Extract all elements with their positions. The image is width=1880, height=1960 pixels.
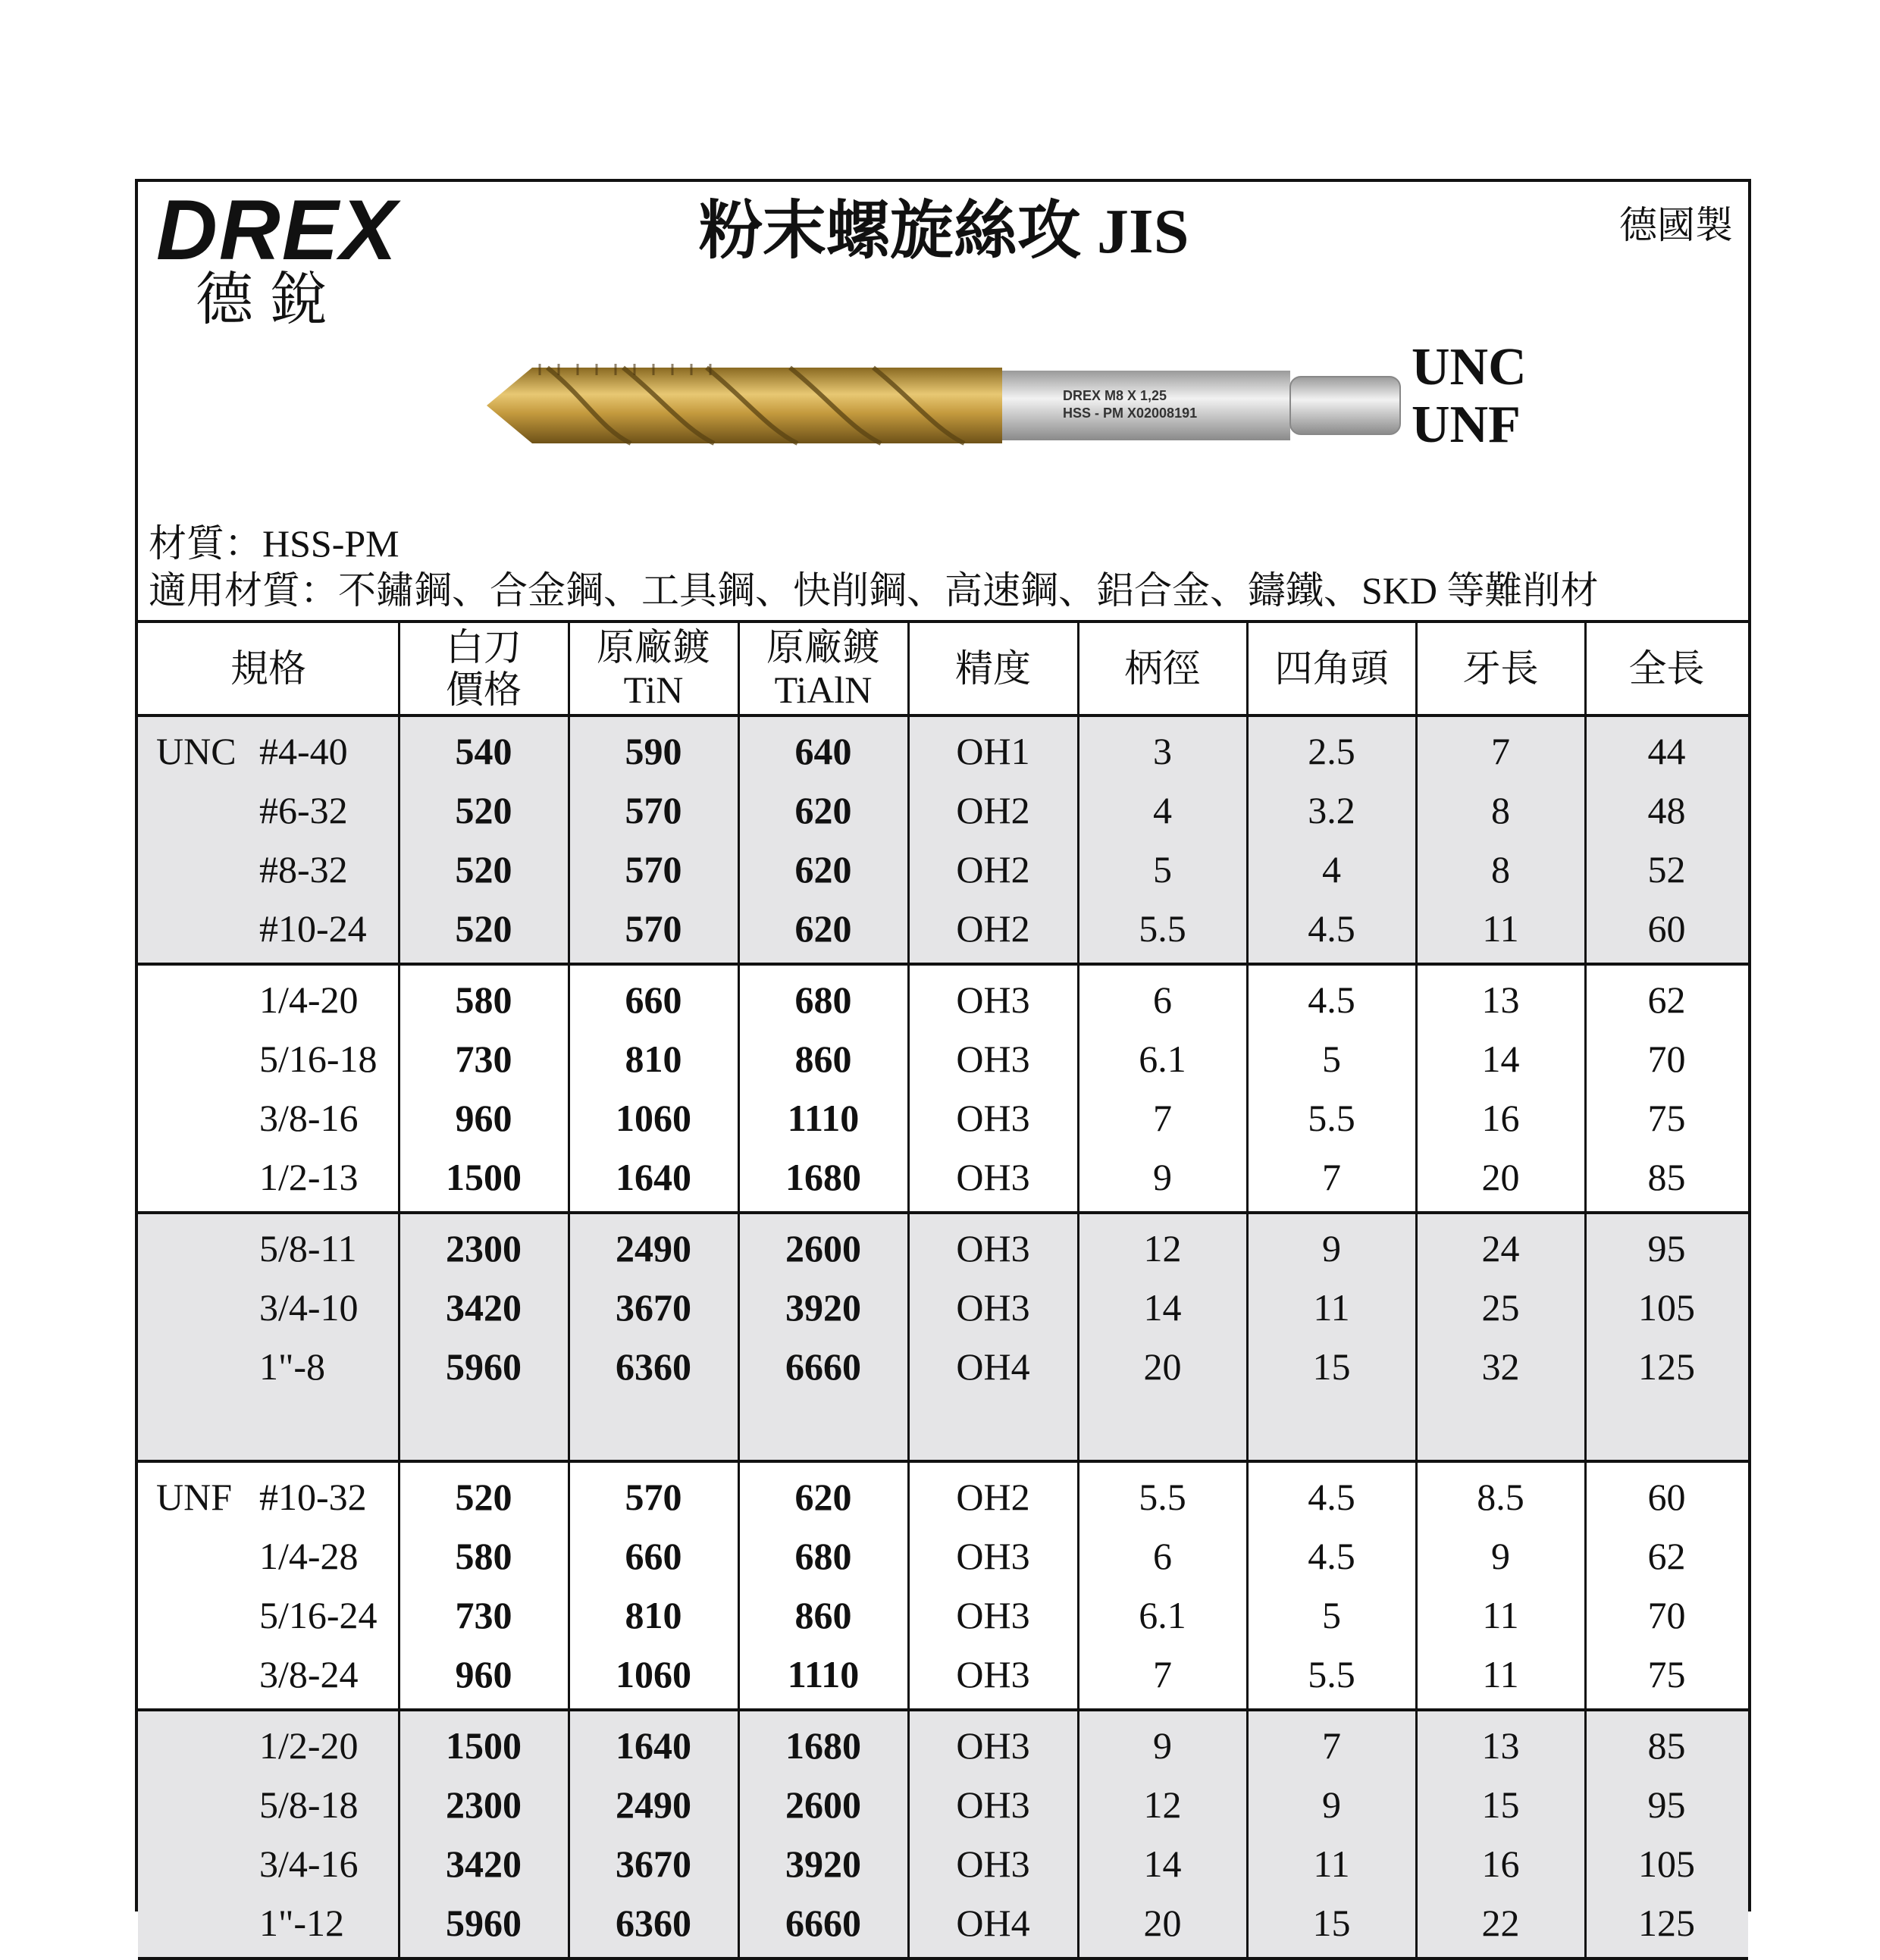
price-cell: 3920 bbox=[785, 1286, 861, 1329]
column-header bbox=[399, 623, 569, 714]
price-cell: 660 bbox=[625, 1535, 682, 1577]
price-cell: 2600 bbox=[785, 1783, 861, 1826]
price-cell: 1640 bbox=[616, 1156, 691, 1198]
price-cell: 520 bbox=[455, 848, 512, 891]
column-divider bbox=[738, 623, 740, 717]
thread-size: 1"-12 bbox=[259, 1902, 345, 1944]
spec-cell: 14 bbox=[1143, 1843, 1182, 1885]
price-cell: 590 bbox=[625, 730, 682, 772]
price-cell: 620 bbox=[794, 789, 852, 831]
spec-cell: 60 bbox=[1647, 1476, 1686, 1518]
spec-cell: 3 bbox=[1153, 730, 1172, 772]
spec-cell: 105 bbox=[1638, 1843, 1695, 1885]
table-row bbox=[138, 840, 1748, 899]
tap-marking-2: HSS - PM X02008191 bbox=[1063, 405, 1198, 421]
price-cell: 6660 bbox=[785, 1345, 861, 1388]
spec-cell: 7 bbox=[1322, 1724, 1341, 1767]
thread-size: 5/16-18 bbox=[259, 1038, 378, 1080]
table-row bbox=[138, 1586, 1748, 1645]
brand-logo-chinese: 德銳 bbox=[196, 268, 344, 332]
spec-cell: 15 bbox=[1312, 1345, 1351, 1388]
column-header bbox=[1416, 623, 1585, 714]
price-cell: 570 bbox=[625, 907, 682, 950]
table-row-group bbox=[138, 1463, 1748, 1711]
made-in-label: 德國製 bbox=[1619, 204, 1733, 246]
price-cell: 2490 bbox=[616, 1783, 691, 1826]
column-divider bbox=[1246, 623, 1249, 717]
spec-cell: 95 bbox=[1647, 1783, 1686, 1826]
price-cell: 520 bbox=[455, 907, 512, 950]
spec-cell: 15 bbox=[1312, 1902, 1351, 1944]
column-header bbox=[569, 623, 738, 714]
spec-cell: 9 bbox=[1322, 1783, 1341, 1826]
column-divider bbox=[398, 623, 400, 717]
table-row-group bbox=[138, 1711, 1748, 1960]
spec-cell: 4.5 bbox=[1308, 907, 1355, 950]
column-header bbox=[1078, 623, 1247, 714]
thread-standard-label: UNC bbox=[156, 730, 237, 772]
spec-cell: 11 bbox=[1313, 1843, 1350, 1885]
spec-cell: 25 bbox=[1481, 1286, 1520, 1329]
price-cell: 730 bbox=[455, 1038, 512, 1080]
thread-size: #6-32 bbox=[259, 789, 348, 831]
price-cell: 3670 bbox=[616, 1843, 691, 1885]
column-header-line: 規格 bbox=[230, 647, 306, 690]
thread-size: 1/4-20 bbox=[259, 978, 359, 1021]
spec-cell: OH3 bbox=[956, 1594, 1030, 1636]
thread-size: 5/16-24 bbox=[259, 1594, 378, 1636]
price-cell: 1680 bbox=[785, 1724, 861, 1767]
price-cell: 1640 bbox=[616, 1724, 691, 1767]
column-header-line: 原廠鍍 bbox=[766, 626, 880, 668]
price-cell: 6360 bbox=[616, 1902, 691, 1944]
price-cell: 570 bbox=[625, 789, 682, 831]
spec-cell: 105 bbox=[1638, 1286, 1695, 1329]
price-cell: 1680 bbox=[785, 1156, 861, 1198]
table-row bbox=[138, 1526, 1748, 1586]
spec-cell: OH3 bbox=[956, 1097, 1030, 1139]
price-cell: 1500 bbox=[446, 1156, 522, 1198]
spec-cell: 4 bbox=[1153, 789, 1172, 831]
table-row-group bbox=[138, 966, 1748, 1214]
spec-cell: 2.5 bbox=[1308, 730, 1355, 772]
spec-cell: 20 bbox=[1143, 1902, 1182, 1944]
spec-cell: 15 bbox=[1481, 1783, 1520, 1826]
spec-cell: 4.5 bbox=[1308, 1476, 1355, 1518]
column-header-line: 原廠鍍 bbox=[597, 626, 710, 668]
spec-cell: 11 bbox=[1482, 907, 1519, 950]
spec-cell: 4 bbox=[1322, 848, 1341, 891]
column-header-line: 牙長 bbox=[1462, 647, 1539, 690]
column-header-line: 四角頭 bbox=[1274, 647, 1389, 690]
spec-cell: 5.5 bbox=[1308, 1097, 1355, 1139]
spec-cell: 16 bbox=[1481, 1097, 1520, 1139]
spec-cell: 5 bbox=[1153, 848, 1172, 891]
spec-cell: 24 bbox=[1481, 1227, 1520, 1270]
table-row bbox=[138, 1893, 1748, 1952]
price-cell: 620 bbox=[794, 907, 852, 950]
spec-cell: 7 bbox=[1153, 1097, 1172, 1139]
column-divider bbox=[907, 623, 910, 717]
price-cell: 2300 bbox=[446, 1227, 522, 1270]
price-cell: 3420 bbox=[446, 1843, 522, 1885]
table-header-row bbox=[138, 620, 1748, 717]
spec-cell: 20 bbox=[1481, 1156, 1520, 1198]
spec-cell: 62 bbox=[1647, 1535, 1686, 1577]
thread-size: 1"-8 bbox=[259, 1345, 326, 1388]
thread-size: 3/8-24 bbox=[259, 1653, 359, 1695]
table-row-group bbox=[138, 717, 1748, 966]
table-row bbox=[138, 781, 1748, 840]
spec-cell: 16 bbox=[1481, 1843, 1520, 1885]
spec-cell: OH1 bbox=[956, 730, 1030, 772]
standard-unc: UNC bbox=[1412, 338, 1527, 396]
spec-cell: 4.5 bbox=[1308, 1535, 1355, 1577]
price-cell: 3670 bbox=[616, 1286, 691, 1329]
table-row bbox=[138, 722, 1748, 781]
spec-cell: 5.5 bbox=[1139, 1476, 1186, 1518]
table-row bbox=[138, 1219, 1748, 1278]
spec-cell: 8 bbox=[1491, 848, 1510, 891]
spec-cell: OH3 bbox=[956, 1783, 1030, 1826]
column-header-line: 價格 bbox=[446, 668, 522, 711]
spec-cell: 75 bbox=[1647, 1097, 1686, 1139]
price-cell: 2600 bbox=[785, 1227, 861, 1270]
spec-cell: 14 bbox=[1481, 1038, 1520, 1080]
spec-cell: 125 bbox=[1638, 1902, 1695, 1944]
spec-cell: 11 bbox=[1482, 1594, 1519, 1636]
price-cell: 810 bbox=[625, 1594, 682, 1636]
column-divider bbox=[568, 623, 570, 717]
spec-cell: 5 bbox=[1322, 1038, 1341, 1080]
price-cell: 6660 bbox=[785, 1902, 861, 1944]
spec-cell: 9 bbox=[1153, 1156, 1172, 1198]
spec-cell: OH2 bbox=[956, 1476, 1030, 1518]
spec-cell: 70 bbox=[1647, 1594, 1686, 1636]
price-cell: 860 bbox=[794, 1038, 852, 1080]
spec-cell: OH4 bbox=[956, 1902, 1030, 1944]
price-cell: 1110 bbox=[787, 1653, 860, 1695]
column-header-line: TiN bbox=[623, 668, 684, 711]
price-cell: 960 bbox=[455, 1097, 512, 1139]
price-cell: 2300 bbox=[446, 1783, 522, 1826]
price-cell: 960 bbox=[455, 1653, 512, 1695]
thread-size: #10-32 bbox=[259, 1476, 367, 1518]
spec-cell: 5.5 bbox=[1139, 907, 1186, 950]
spec-cell: OH3 bbox=[956, 1156, 1030, 1198]
spec-cell: 3.2 bbox=[1308, 789, 1355, 831]
thread-standard-label: UNF bbox=[156, 1476, 233, 1518]
spec-cell: 95 bbox=[1647, 1227, 1686, 1270]
price-cell: 580 bbox=[455, 978, 512, 1021]
spec-cell: 6.1 bbox=[1139, 1038, 1186, 1080]
spec-cell: 48 bbox=[1647, 789, 1686, 831]
spec-cell: 8.5 bbox=[1477, 1476, 1524, 1518]
spec-cell: 85 bbox=[1647, 1724, 1686, 1767]
spec-cell: OH2 bbox=[956, 789, 1030, 831]
spec-cell: 9 bbox=[1491, 1535, 1510, 1577]
price-cell: 2490 bbox=[616, 1227, 691, 1270]
spec-cell: OH3 bbox=[956, 1653, 1030, 1695]
spec-cell: OH3 bbox=[956, 1038, 1030, 1080]
spec-cell: 9 bbox=[1322, 1227, 1341, 1270]
spec-cell: 6 bbox=[1153, 978, 1172, 1021]
thread-size: #4-40 bbox=[259, 730, 348, 772]
spec-cell: 14 bbox=[1143, 1286, 1182, 1329]
spec-cell: 7 bbox=[1153, 1653, 1172, 1695]
column-header-line: TiAlN bbox=[774, 668, 873, 711]
thread-size: #10-24 bbox=[259, 907, 367, 950]
thread-size: 5/8-18 bbox=[259, 1783, 359, 1826]
spec-cell: 13 bbox=[1481, 1724, 1520, 1767]
thread-size: 3/4-10 bbox=[259, 1286, 359, 1329]
price-cell: 520 bbox=[455, 789, 512, 831]
spec-cell: 8 bbox=[1491, 789, 1510, 831]
price-cell: 1060 bbox=[616, 1097, 691, 1139]
spec-cell: 20 bbox=[1143, 1345, 1182, 1388]
spec-cell: OH3 bbox=[956, 1843, 1030, 1885]
thread-size: 3/8-16 bbox=[259, 1097, 359, 1139]
table-row bbox=[138, 1467, 1748, 1526]
catalog-frame bbox=[135, 179, 1751, 1944]
thread-size: 1/2-20 bbox=[259, 1724, 359, 1767]
spec-cell: 70 bbox=[1647, 1038, 1686, 1080]
price-cell: 6360 bbox=[616, 1345, 691, 1388]
spec-cell: 7 bbox=[1491, 730, 1510, 772]
spec-cell: 12 bbox=[1143, 1783, 1182, 1826]
spiral-tap-image bbox=[487, 337, 1540, 474]
price-cell: 570 bbox=[625, 1476, 682, 1518]
table-row bbox=[138, 970, 1748, 1029]
column-header-line: 精度 bbox=[955, 647, 1031, 690]
table-row bbox=[138, 1834, 1748, 1893]
material-line: 材質：HSS-PM bbox=[149, 522, 400, 565]
price-cell: 860 bbox=[794, 1594, 852, 1636]
spec-cell: 22 bbox=[1481, 1902, 1520, 1944]
spec-cell: 32 bbox=[1481, 1345, 1520, 1388]
spec-cell: 6 bbox=[1153, 1535, 1172, 1577]
spec-cell: OH4 bbox=[956, 1345, 1030, 1388]
spec-cell: 52 bbox=[1647, 848, 1686, 891]
price-cell: 5960 bbox=[446, 1345, 522, 1388]
price-cell: 810 bbox=[625, 1038, 682, 1080]
column-header-line: 柄徑 bbox=[1124, 647, 1201, 690]
price-cell: 1500 bbox=[446, 1724, 522, 1767]
column-header bbox=[1247, 623, 1416, 714]
spec-cell: 12 bbox=[1143, 1227, 1182, 1270]
spec-cell: 5 bbox=[1322, 1594, 1341, 1636]
table-row-group bbox=[138, 1214, 1748, 1463]
table-row bbox=[138, 1029, 1748, 1088]
page-title: 粉末螺旋絲攻 JIS bbox=[699, 196, 1189, 267]
table-row bbox=[138, 1148, 1748, 1207]
price-cell: 680 bbox=[794, 1535, 852, 1577]
thread-size: #8-32 bbox=[259, 848, 348, 891]
spec-cell: OH3 bbox=[956, 1535, 1030, 1577]
table-row bbox=[138, 1278, 1748, 1337]
spec-cell: 60 bbox=[1647, 907, 1686, 950]
spec-cell: 11 bbox=[1482, 1653, 1519, 1695]
price-cell: 570 bbox=[625, 848, 682, 891]
price-cell: 540 bbox=[455, 730, 512, 772]
price-cell: 1060 bbox=[616, 1653, 691, 1695]
table-row bbox=[138, 1716, 1748, 1775]
price-cell: 3920 bbox=[785, 1843, 861, 1885]
spec-cell: OH2 bbox=[956, 848, 1030, 891]
applicable-materials-line: 適用材質：不鏽鋼、合金鋼、工具鋼、快削鋼、高速鋼、鋁合金、鑄鐵、SKD 等難削材 bbox=[149, 569, 1599, 612]
spec-cell: OH3 bbox=[956, 1724, 1030, 1767]
thread-size: 1/4-28 bbox=[259, 1535, 359, 1577]
column-header-line: 白刀 bbox=[446, 626, 522, 668]
spec-cell: 75 bbox=[1647, 1653, 1686, 1695]
spec-cell: OH3 bbox=[956, 1286, 1030, 1329]
column-divider bbox=[1584, 623, 1587, 717]
standard-unf: UNF bbox=[1412, 396, 1521, 454]
price-cell: 1110 bbox=[787, 1097, 860, 1139]
spec-cell: 4.5 bbox=[1308, 978, 1355, 1021]
brand-logo: DREX bbox=[156, 183, 399, 277]
price-cell: 620 bbox=[794, 1476, 852, 1518]
column-divider bbox=[1077, 623, 1079, 717]
spec-cell: 62 bbox=[1647, 978, 1686, 1021]
price-cell: 5960 bbox=[446, 1902, 522, 1944]
price-cell: 3420 bbox=[446, 1286, 522, 1329]
spec-cell: 125 bbox=[1638, 1345, 1695, 1388]
spec-cell: OH3 bbox=[956, 978, 1030, 1021]
spec-cell: OH3 bbox=[956, 1227, 1030, 1270]
spec-cell: 85 bbox=[1647, 1156, 1686, 1198]
table-row bbox=[138, 1645, 1748, 1704]
column-header bbox=[908, 623, 1078, 714]
price-cell: 520 bbox=[455, 1476, 512, 1518]
price-cell: 620 bbox=[794, 848, 852, 891]
price-cell: 640 bbox=[794, 730, 852, 772]
column-divider bbox=[1415, 623, 1418, 717]
price-cell: 660 bbox=[625, 978, 682, 1021]
column-header bbox=[138, 623, 399, 714]
table-row bbox=[138, 1337, 1748, 1396]
table-row bbox=[138, 1775, 1748, 1834]
spec-cell: 44 bbox=[1647, 730, 1686, 772]
thread-size: 1/2-13 bbox=[259, 1156, 359, 1198]
column-header-line: 全長 bbox=[1628, 647, 1705, 690]
spec-cell: 6.1 bbox=[1139, 1594, 1186, 1636]
price-cell: 730 bbox=[455, 1594, 512, 1636]
spec-cell: 7 bbox=[1322, 1156, 1341, 1198]
thread-size: 3/4-16 bbox=[259, 1843, 359, 1885]
spec-cell: 9 bbox=[1153, 1724, 1172, 1767]
price-cell: 680 bbox=[794, 978, 852, 1021]
thread-size: 5/8-11 bbox=[259, 1227, 357, 1270]
price-cell: 580 bbox=[455, 1535, 512, 1577]
table-row bbox=[138, 899, 1748, 958]
table-row bbox=[138, 1088, 1748, 1148]
spec-cell: 13 bbox=[1481, 978, 1520, 1021]
column-header bbox=[1585, 623, 1748, 714]
tap-marking-1: DREX M8 X 1,25 bbox=[1063, 388, 1167, 403]
column-header bbox=[738, 623, 908, 714]
spec-cell: 11 bbox=[1313, 1286, 1350, 1329]
spec-cell: 5.5 bbox=[1308, 1653, 1355, 1695]
spec-cell: OH2 bbox=[956, 907, 1030, 950]
